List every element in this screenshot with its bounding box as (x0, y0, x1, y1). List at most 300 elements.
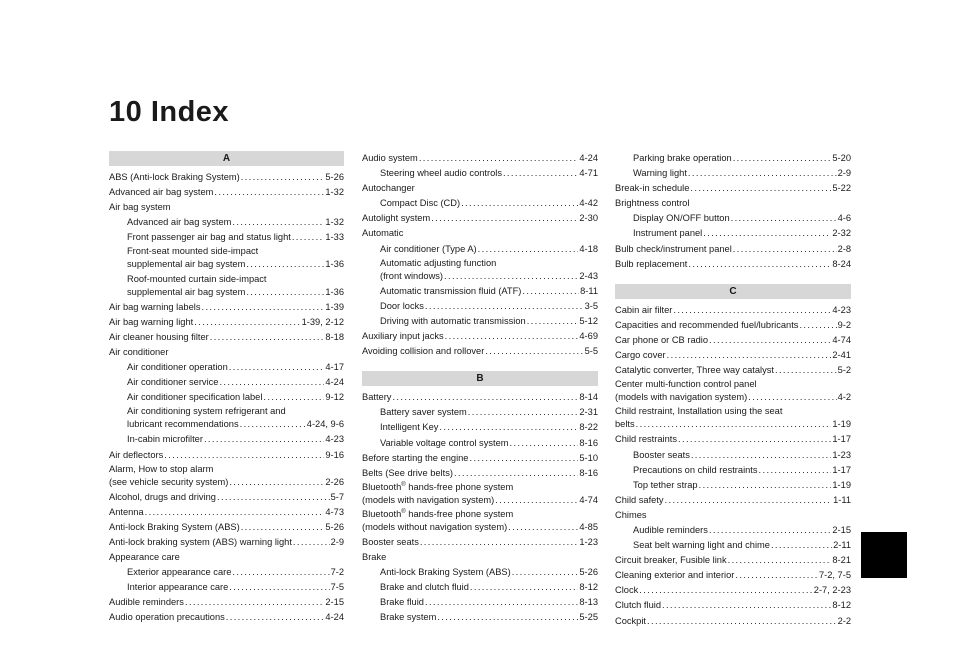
entry-page: 1-36 (325, 259, 344, 270)
leader-dots (425, 595, 578, 610)
entry-page: 2-43 (579, 270, 598, 281)
page-title: 10 Index (109, 96, 230, 128)
index-entry (615, 318, 851, 333)
entry-page: 1-32 (325, 217, 344, 228)
entry-page: 5-25 (579, 612, 598, 623)
index-entry (109, 448, 344, 463)
leader-dots (470, 580, 579, 595)
entry-page: 2-2 (837, 615, 851, 626)
entry-text: Break-in schedule (615, 183, 690, 194)
leader-dots (485, 344, 583, 359)
index-entry (615, 448, 851, 463)
entry-text: ABS (Anti-lock Braking System) (109, 172, 240, 182)
index-entry (615, 211, 851, 226)
leader-dots (292, 230, 325, 245)
entry-page: 2-26 (325, 476, 344, 487)
index-column-1 (109, 151, 344, 626)
entry-page: 4-24 (325, 612, 344, 623)
entry-page: 8-11 (580, 285, 598, 296)
entry-text: Avoiding collision and rollover (362, 346, 485, 357)
index-entry-line: Air conditioning system refrigerant and (127, 406, 286, 417)
leader-dots (214, 185, 324, 200)
entry-page: 8-16 (579, 467, 598, 478)
index-entry (615, 598, 851, 613)
entry-text: Child safety (615, 494, 664, 505)
entry-text: Belts (See drive belts) (362, 467, 453, 478)
entry-page: 5-26 (325, 172, 344, 182)
chapter-thumb-tab (861, 532, 907, 578)
entry-text: Audio system (362, 153, 418, 163)
index-entry (109, 475, 344, 490)
leader-dots (709, 523, 831, 538)
leader-dots (437, 610, 578, 625)
entry-text: Catalytic converter, Three way catalyst (615, 365, 774, 376)
index-entry (109, 580, 344, 595)
entry-text: Air conditioner (Type A) (380, 243, 477, 254)
entry-page: 2-15 (832, 524, 851, 535)
leader-dots (194, 315, 300, 330)
index-entry (362, 420, 598, 435)
entry-text: Steering wheel audio controls (380, 168, 502, 179)
index-entry (615, 523, 851, 538)
entry-page: 4-85 (579, 521, 598, 532)
index-entry (109, 565, 344, 580)
entry-text: Air bag warning light (109, 316, 194, 327)
leader-dots (461, 196, 578, 211)
index-entry (615, 493, 851, 508)
entry-text: Advanced air bag system (109, 187, 214, 198)
entry-page: 2-11 (833, 540, 851, 551)
entry-text: Booster seats (362, 536, 419, 547)
index-entry (615, 181, 851, 196)
index-column-3 (615, 151, 851, 629)
index-entry (109, 185, 344, 200)
leader-dots (673, 303, 831, 318)
leader-dots (512, 565, 579, 580)
leader-dots (439, 420, 578, 435)
entry-text: lubricant recommendations (127, 419, 239, 430)
entry-page: 4-6 (837, 213, 851, 224)
entry-text: Air cleaner housing filter (109, 331, 209, 342)
index-entry (109, 432, 344, 447)
index-entry (615, 166, 851, 181)
index-entry (615, 614, 851, 629)
entry-text: Alcohol, drugs and driving (109, 491, 216, 502)
index-entry (362, 269, 598, 284)
index-entry (109, 315, 344, 330)
entry-page: 8-12 (579, 582, 598, 593)
leader-dots (495, 493, 578, 508)
index-entry (109, 390, 344, 405)
index-entry-line: Center multi-function control panel (615, 379, 757, 390)
entry-page: 1-17 (832, 464, 851, 475)
index-entry (109, 230, 344, 245)
entry-page: 2-32 (832, 228, 851, 239)
entry-page: 1-33 (325, 232, 344, 243)
entry-text: Variable voltage control system (380, 437, 509, 448)
index-heading: Appearance care (109, 552, 180, 563)
index-entry (109, 610, 344, 625)
index-entry (615, 568, 851, 583)
entry-page: 4-74 (579, 494, 598, 505)
leader-dots (217, 490, 330, 505)
entry-text: Audio operation precautions (109, 612, 225, 623)
entry-page: 2-7, 2-23 (813, 585, 851, 596)
index-entry-line: Bluetooth® hands-free phone system (362, 481, 514, 492)
index-entry (362, 520, 598, 535)
index-entry (109, 360, 344, 375)
entry-text: (models with navigation system) (615, 392, 748, 403)
entry-text: Driving with automatic transmission (380, 315, 526, 326)
leader-dots (748, 390, 836, 405)
entry-text: (models with navigation system) (362, 494, 495, 505)
index-entry (362, 580, 598, 595)
leader-dots (728, 553, 832, 568)
entry-page: 1-32 (325, 187, 344, 198)
entry-text: Booster seats (633, 449, 690, 460)
entry-page: 9-2 (837, 319, 851, 330)
index-entry (615, 242, 851, 257)
leader-dots (145, 505, 325, 520)
leader-dots (733, 242, 837, 257)
entry-text: Anti-lock Braking System (ABS) (380, 567, 511, 578)
entry-text: Warning light (633, 168, 687, 179)
index-entry (362, 451, 598, 466)
entry-text: Audible reminders (109, 597, 184, 608)
entry-page: 2-15 (325, 597, 344, 608)
entry-text: Display ON/OFF button (633, 213, 730, 224)
entry-text: Clutch fluid (615, 600, 661, 611)
entry-page: 9-16 (325, 449, 344, 460)
index-entry-line: Automatic adjusting function (380, 257, 497, 268)
leader-dots (444, 269, 578, 284)
leader-dots (240, 417, 306, 432)
leader-dots (665, 493, 833, 508)
entry-page: 2-8 (837, 243, 851, 254)
leader-dots (469, 451, 578, 466)
index-entry (362, 284, 598, 299)
leader-dots (508, 520, 578, 535)
section-header: A (109, 151, 344, 166)
index-entry-line: Bluetooth® hands-free phone system (362, 508, 514, 519)
entry-page: 1-19 (832, 479, 851, 490)
leader-dots (688, 257, 831, 272)
entry-page: 8-24 (832, 258, 851, 269)
index-entry (109, 215, 344, 230)
index-entry (615, 333, 851, 348)
index-entry (109, 285, 344, 300)
entry-page: 8-21 (832, 555, 851, 566)
leader-dots (263, 390, 324, 405)
entry-text: Clock (615, 585, 639, 596)
entry-text: Compact Disc (CD) (380, 198, 461, 209)
index-entry (109, 330, 344, 345)
index-entry (615, 303, 851, 318)
leader-dots (219, 375, 324, 390)
entry-page: 3-5 (584, 300, 598, 311)
entry-page: 4-69 (579, 331, 598, 342)
index-entry (615, 257, 851, 272)
entry-text: Brake system (380, 612, 437, 623)
entry-page: 2-9 (837, 168, 851, 179)
entry-text: Cabin air filter (615, 304, 673, 315)
leader-dots (431, 211, 578, 226)
index-entry (362, 595, 598, 610)
index-entry (615, 226, 851, 241)
leader-dots (229, 360, 325, 375)
index-entry (615, 432, 851, 447)
entry-page: 5-26 (325, 521, 344, 532)
index-entry (362, 466, 598, 481)
entry-page: 9-12 (325, 392, 344, 403)
index-entry (615, 390, 851, 405)
index-entry (362, 610, 598, 625)
entry-text: supplemental air bag system (127, 286, 246, 297)
leader-dots (678, 432, 831, 447)
entry-text: Seat belt warning light and chime (633, 540, 770, 551)
index-entry (109, 520, 344, 535)
leader-dots (241, 520, 325, 535)
leader-dots (425, 299, 584, 314)
index-entry (362, 565, 598, 580)
section-header: B (362, 371, 598, 386)
leader-dots (229, 475, 324, 490)
entry-text: Anti-lock braking system (ABS) warning light (109, 536, 292, 547)
index-entry (362, 211, 598, 226)
entry-text: Automatic transmission fluid (ATF) (380, 285, 522, 296)
entry-text: Circuit breaker, Fusible link (615, 555, 727, 566)
entry-text: Battery (362, 392, 392, 403)
entry-page: 2-30 (579, 213, 598, 224)
index-entry-line: Roof-mounted curtain side-impact (127, 273, 267, 284)
entry-text: Brake fluid (380, 597, 424, 608)
index-entry (362, 344, 598, 359)
leader-dots (667, 348, 832, 363)
leader-dots (503, 166, 578, 181)
entry-text: Capacities and recommended fuel/lubricants (615, 319, 799, 330)
index-entry (109, 505, 344, 520)
leader-dots (527, 314, 579, 329)
leader-dots (419, 151, 579, 166)
entry-page: 1-39, 2-12 (301, 316, 344, 327)
leader-dots (709, 333, 831, 348)
leader-dots (293, 535, 330, 550)
entry-text: Anti-lock Braking System (ABS) (109, 521, 240, 532)
index-entry (362, 535, 598, 550)
index-heading: Autochanger (362, 183, 415, 194)
leader-dots (703, 226, 831, 241)
leader-dots (691, 448, 832, 463)
entry-text: Precautions on child restraints (633, 464, 758, 475)
entry-text: (front windows) (380, 270, 444, 281)
index-entry (362, 299, 598, 314)
index-entry (362, 314, 598, 329)
entry-page: 8-18 (325, 331, 344, 342)
index-heading: Air bag system (109, 202, 171, 213)
entry-text: Air conditioner service (127, 377, 219, 388)
entry-page: 5-10 (579, 452, 598, 463)
entry-page: 4-18 (579, 243, 598, 254)
index-entry (615, 538, 851, 553)
index-column-2 (362, 151, 598, 626)
index-entry (615, 151, 851, 166)
entry-page: 4-23 (325, 434, 344, 445)
index-entry-line: Front-seat mounted side-impact (127, 246, 259, 257)
leader-dots (241, 170, 325, 185)
entry-text: belts (615, 419, 635, 430)
entry-text: Front passenger air bag and status light (127, 232, 291, 243)
entry-text: Autolight system (362, 213, 431, 224)
entry-text: Intelligent Key (380, 422, 439, 433)
leader-dots (759, 463, 832, 478)
index-entry (362, 242, 598, 257)
leader-dots (392, 390, 578, 405)
index-entry (362, 329, 598, 344)
entry-text: Audible reminders (633, 524, 708, 535)
entry-page: 7-2, 7-5 (818, 570, 851, 581)
entry-text: Top tether strap (633, 479, 698, 490)
leader-dots (731, 211, 837, 226)
index-entry (615, 363, 851, 378)
index-heading: Air conditioner (109, 346, 169, 357)
index-entry (109, 490, 344, 505)
leader-dots (204, 432, 324, 447)
entry-text: Air deflectors (109, 449, 164, 460)
entry-page: 7-5 (330, 582, 344, 593)
entry-page: 4-2 (837, 392, 851, 403)
leader-dots (688, 166, 837, 181)
entry-page: 2-41 (832, 350, 851, 361)
entry-text: Bulb check/instrument panel (615, 243, 732, 254)
index-entry (109, 375, 344, 390)
entry-text: Parking brake operation (633, 153, 732, 163)
entry-text: Cockpit (615, 615, 647, 626)
index-entry (362, 405, 598, 420)
leader-dots (468, 405, 579, 420)
entry-page: 2-9 (330, 536, 344, 547)
entry-text: Interior appearance care (127, 582, 229, 593)
entry-page: 2-31 (579, 407, 598, 418)
index-entry (362, 166, 598, 181)
section-header: C (615, 284, 851, 299)
index-entry (362, 493, 598, 508)
entry-page: 8-14 (579, 392, 598, 403)
entry-text: In-cabin microfilter (127, 434, 203, 445)
index-entry (109, 595, 344, 610)
leader-dots (246, 257, 324, 272)
leader-dots (510, 436, 579, 451)
entry-text: Exterior appearance care (127, 567, 232, 578)
leader-dots (636, 417, 832, 432)
index-entry (615, 478, 851, 493)
entry-text: supplemental air bag system (127, 259, 246, 270)
index-entry (109, 170, 344, 185)
entry-text: Brake and clutch fluid (380, 582, 469, 593)
leader-dots (775, 363, 837, 378)
leader-dots (420, 535, 579, 550)
leader-dots (201, 300, 324, 315)
index-entry (362, 196, 598, 211)
entry-text: Auxiliary input jacks (362, 331, 444, 342)
index-entry (615, 583, 851, 598)
leader-dots (185, 595, 324, 610)
entry-text: Instrument panel (633, 228, 703, 239)
entry-text: Battery saver system (380, 407, 467, 418)
entry-page: 1-17 (832, 434, 851, 445)
entry-page: 1-36 (325, 286, 344, 297)
leader-dots (445, 329, 579, 344)
entry-page: 8-12 (832, 600, 851, 611)
entry-page: 1-11 (833, 494, 851, 505)
entry-text: Bulb replacement (615, 258, 688, 269)
leader-dots (771, 538, 832, 553)
index-entry (362, 390, 598, 405)
leader-dots (226, 610, 325, 625)
leader-dots (647, 614, 837, 629)
entry-page: 5-12 (579, 315, 598, 326)
entry-page: 1-19 (832, 419, 851, 430)
index-entry-line: Child restraint, Installation using the seat (615, 406, 783, 417)
leader-dots (229, 580, 329, 595)
index-heading: Chimes (615, 509, 647, 520)
index-entry (362, 151, 598, 166)
entry-page: 4-17 (325, 362, 344, 373)
leader-dots (246, 285, 324, 300)
entry-page: 4-74 (832, 334, 851, 345)
index-entry (615, 348, 851, 363)
leader-dots (690, 181, 831, 196)
index-heading: Automatic (362, 228, 404, 239)
entry-page: 5-26 (579, 567, 598, 578)
entry-page: 5-5 (584, 346, 598, 357)
entry-text: Antenna (109, 506, 144, 517)
leader-dots (210, 330, 325, 345)
index-entry (615, 463, 851, 478)
entry-page: 7-2 (330, 567, 344, 578)
index-heading: Brightness control (615, 198, 690, 209)
entry-page: 8-16 (579, 437, 598, 448)
index-entry (109, 257, 344, 272)
entry-text: Door locks (380, 300, 424, 311)
leader-dots (522, 284, 579, 299)
entry-page: 4-24 (325, 377, 344, 388)
entry-text: Before starting the engine (362, 452, 469, 463)
leader-dots (799, 318, 836, 333)
index-entry (362, 436, 598, 451)
entry-page: 4-42 (579, 198, 598, 209)
entry-page: 4-73 (325, 506, 344, 517)
leader-dots (454, 466, 578, 481)
leader-dots (232, 215, 324, 230)
index-heading: Brake (362, 552, 387, 563)
entry-page: 5-22 (832, 183, 851, 194)
entry-page: 5-2 (837, 365, 851, 376)
entry-text: Cleaning exterior and interior (615, 570, 735, 581)
leader-dots (662, 598, 831, 613)
entry-page: 1-39 (325, 301, 344, 312)
entry-text: Air conditioner operation (127, 362, 228, 373)
leader-dots (733, 151, 832, 166)
entry-page: 4-23 (832, 304, 851, 315)
entry-text: Air bag warning labels (109, 301, 201, 312)
index-entry (109, 535, 344, 550)
entry-page: 1-23 (579, 536, 598, 547)
index-entry (615, 553, 851, 568)
leader-dots (735, 568, 818, 583)
leader-dots (478, 242, 579, 257)
leader-dots (639, 583, 813, 598)
leader-dots (164, 448, 324, 463)
